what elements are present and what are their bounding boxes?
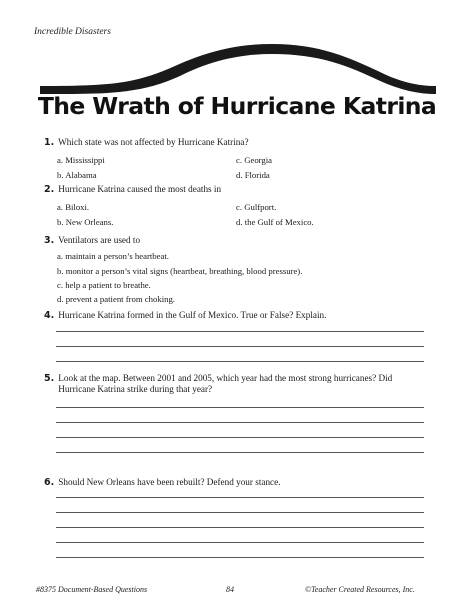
- question-3: [44, 235, 140, 246]
- question-text: Look at the map. Between 2001 and 2005, which year had the most strong hurricanes? Did Hurricane Katrina strike during that year?: [58, 373, 393, 394]
- question-number: 5.: [44, 373, 55, 384]
- footer-page-number: 84: [226, 585, 234, 594]
- option-b[interactable]: b. Alabama: [57, 170, 97, 180]
- option-d[interactable]: d. prevent a patient from choking.: [57, 294, 175, 304]
- option-c[interactable]: c. Gulfport.: [236, 202, 277, 212]
- option-c[interactable]: c. help a patient to breathe.: [57, 280, 151, 290]
- question-1: [44, 137, 249, 148]
- series-title: Incredible Disasters: [34, 27, 111, 37]
- wave-decoration: [40, 40, 436, 98]
- option-d[interactable]: d. the Gulf of Mexico.: [236, 217, 314, 227]
- answer-line[interactable]: [56, 407, 424, 408]
- question-number: 6.: [44, 477, 55, 488]
- question-text: Ventilators are used to: [58, 235, 141, 245]
- question-6: [44, 477, 281, 488]
- answer-line[interactable]: [56, 361, 424, 362]
- option-a[interactable]: a. maintain a person’s heartbeat.: [57, 251, 169, 261]
- answer-line[interactable]: [56, 422, 424, 423]
- question-2: [44, 184, 221, 195]
- footer-copyright: ©Teacher Created Resources, Inc.: [305, 585, 415, 594]
- answer-line[interactable]: [56, 331, 424, 332]
- answer-line[interactable]: [56, 437, 424, 438]
- answer-line[interactable]: [56, 542, 424, 543]
- answer-line[interactable]: [56, 346, 424, 347]
- option-d[interactable]: d. Florida: [236, 170, 270, 180]
- option-a[interactable]: a. Mississippi: [57, 155, 105, 165]
- question-text: Should New Orleans have been rebuilt? Defend your stance.: [58, 477, 281, 487]
- question-number: 2.: [44, 184, 55, 195]
- question-number: 1.: [44, 137, 55, 148]
- option-b[interactable]: b. New Orleans.: [57, 217, 114, 227]
- answer-line[interactable]: [56, 497, 424, 498]
- answer-line[interactable]: [56, 527, 424, 528]
- question-4: [44, 310, 326, 321]
- answer-line[interactable]: [56, 557, 424, 558]
- answer-line[interactable]: [56, 512, 424, 513]
- option-c[interactable]: c. Georgia: [236, 155, 273, 165]
- question-text: Hurricane Katrina caused the most deaths in: [58, 184, 222, 194]
- question-number: 3.: [44, 235, 55, 246]
- question-5: [44, 373, 428, 395]
- option-a[interactable]: a. Biloxi.: [57, 202, 90, 212]
- worksheet-title: The Wrath of Hurricane Katrina: [37, 92, 437, 120]
- answer-line[interactable]: [56, 452, 424, 453]
- footer-book-title: #8375 Document-Based Questions: [36, 585, 148, 594]
- option-b[interactable]: b. monitor a person’s vital signs (heartbeat, breathing, blood pressure).: [57, 266, 303, 276]
- question-text: Hurricane Katrina formed in the Gulf of Mexico. True or False? Explain.: [58, 310, 327, 320]
- question-number: 4.: [44, 310, 55, 321]
- question-text: Which state was not affected by Hurricane Katrina?: [58, 137, 249, 147]
